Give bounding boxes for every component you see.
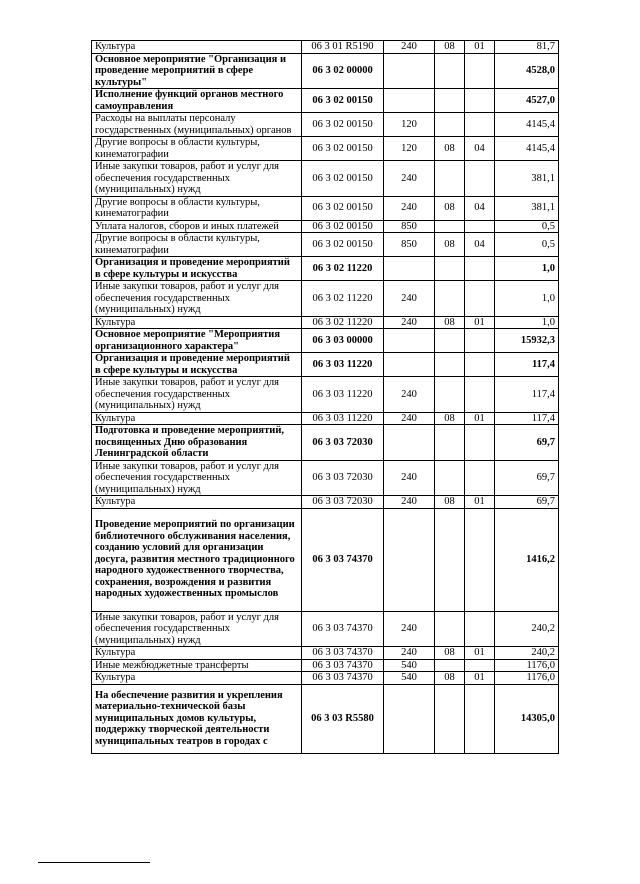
row-name: На обеспечение развития и укрепления материально-технической базы муниципальных домов культуры, поддержку творческой деятельности муниципальных театров в городах с bbox=[92, 684, 302, 753]
table-row bbox=[92, 412, 559, 425]
row-pr-code bbox=[465, 425, 495, 461]
row-csr-code: 06 3 03 R5580 bbox=[302, 684, 384, 753]
table-row bbox=[92, 41, 559, 54]
footnote-separator bbox=[38, 862, 150, 863]
row-pr-code: 04 bbox=[465, 137, 495, 161]
row-sum: 15932,3 bbox=[495, 329, 559, 353]
row-sum: 69,7 bbox=[495, 460, 559, 496]
table-row bbox=[92, 496, 559, 509]
row-vr-code bbox=[384, 684, 435, 753]
table-row bbox=[92, 220, 559, 233]
row-sum: 4528,0 bbox=[495, 53, 559, 89]
row-csr-code: 06 3 02 11220 bbox=[302, 257, 384, 281]
row-name: Основное мероприятие "Организация и проведение мероприятий в сфере культуры" bbox=[92, 53, 302, 89]
row-rz-code bbox=[435, 113, 465, 137]
table-row bbox=[92, 672, 559, 685]
row-rz-code bbox=[435, 89, 465, 113]
row-vr-code: 240 bbox=[384, 412, 435, 425]
row-name: Основное мероприятие "Мероприятия организационного характера" bbox=[92, 329, 302, 353]
row-sum: 0,5 bbox=[495, 220, 559, 233]
row-sum: 4145,4 bbox=[495, 137, 559, 161]
row-name: Исполнение функций органов местного самоуправления bbox=[92, 89, 302, 113]
row-name: Культура bbox=[92, 672, 302, 685]
row-vr-code: 240 bbox=[384, 647, 435, 660]
row-sum: 1176,0 bbox=[495, 659, 559, 672]
table-row bbox=[92, 53, 559, 89]
table-row bbox=[92, 281, 559, 317]
row-vr-code: 240 bbox=[384, 281, 435, 317]
row-pr-code bbox=[465, 257, 495, 281]
row-name: Культура bbox=[92, 647, 302, 660]
row-csr-code: 06 3 03 11220 bbox=[302, 353, 384, 377]
row-vr-code: 240 bbox=[384, 611, 435, 647]
row-name: Культура bbox=[92, 316, 302, 329]
row-csr-code: 06 3 03 72030 bbox=[302, 460, 384, 496]
row-rz-code bbox=[435, 257, 465, 281]
row-pr-code bbox=[465, 508, 495, 611]
row-vr-code bbox=[384, 425, 435, 461]
row-name: Культура bbox=[92, 412, 302, 425]
table-row bbox=[92, 257, 559, 281]
row-sum: 117,4 bbox=[495, 377, 559, 413]
row-sum: 81,7 bbox=[495, 41, 559, 54]
row-rz-code bbox=[435, 281, 465, 317]
row-sum: 4145,4 bbox=[495, 113, 559, 137]
row-name: Расходы на выплаты персоналу государственных (муниципальных) органов bbox=[92, 113, 302, 137]
row-rz-code bbox=[435, 460, 465, 496]
row-pr-code bbox=[465, 161, 495, 197]
row-csr-code: 06 3 02 00150 bbox=[302, 113, 384, 137]
row-sum: 0,5 bbox=[495, 233, 559, 257]
row-csr-code: 06 3 03 11220 bbox=[302, 412, 384, 425]
row-pr-code bbox=[465, 281, 495, 317]
row-vr-code: 240 bbox=[384, 377, 435, 413]
row-rz-code: 08 bbox=[435, 647, 465, 660]
row-name: Иные закупки товаров, работ и услуг для обеспечения государственных (муниципальных) нужд bbox=[92, 161, 302, 197]
row-sum: 1176,0 bbox=[495, 672, 559, 685]
row-vr-code: 240 bbox=[384, 460, 435, 496]
row-sum: 69,7 bbox=[495, 496, 559, 509]
row-pr-code: 04 bbox=[465, 233, 495, 257]
row-sum: 117,4 bbox=[495, 353, 559, 377]
row-rz-code: 08 bbox=[435, 412, 465, 425]
row-vr-code bbox=[384, 257, 435, 281]
row-csr-code: 06 3 03 00000 bbox=[302, 329, 384, 353]
row-csr-code: 06 3 03 74370 bbox=[302, 508, 384, 611]
row-pr-code: 01 bbox=[465, 412, 495, 425]
row-pr-code bbox=[465, 377, 495, 413]
row-csr-code: 06 3 03 74370 bbox=[302, 659, 384, 672]
table-row bbox=[92, 137, 559, 161]
row-vr-code: 240 bbox=[384, 161, 435, 197]
row-pr-code: 01 bbox=[465, 672, 495, 685]
table-row bbox=[92, 425, 559, 461]
row-csr-code: 06 3 03 11220 bbox=[302, 377, 384, 413]
row-vr-code bbox=[384, 89, 435, 113]
row-pr-code bbox=[465, 220, 495, 233]
row-sum: 117,4 bbox=[495, 412, 559, 425]
row-rz-code: 08 bbox=[435, 41, 465, 54]
row-csr-code: 06 3 02 11220 bbox=[302, 281, 384, 317]
row-pr-code bbox=[465, 659, 495, 672]
row-csr-code: 06 3 02 00150 bbox=[302, 233, 384, 257]
row-pr-code bbox=[465, 460, 495, 496]
row-vr-code: 540 bbox=[384, 672, 435, 685]
row-name: Иные межбюджетные трансферты bbox=[92, 659, 302, 672]
table-row bbox=[92, 316, 559, 329]
row-name: Организация и проведение мероприятий в сфере культуры и искусства bbox=[92, 353, 302, 377]
row-vr-code: 850 bbox=[384, 220, 435, 233]
row-name: Культура bbox=[92, 41, 302, 54]
table-row bbox=[92, 89, 559, 113]
row-vr-code: 120 bbox=[384, 137, 435, 161]
row-name: Иные закупки товаров, работ и услуг для обеспечения государственных (муниципальных) нужд bbox=[92, 611, 302, 647]
table-row bbox=[92, 196, 559, 220]
row-pr-code bbox=[465, 329, 495, 353]
row-vr-code bbox=[384, 329, 435, 353]
table-row bbox=[92, 611, 559, 647]
row-name: Другие вопросы в области культуры, кинематографии bbox=[92, 233, 302, 257]
table-row bbox=[92, 161, 559, 197]
row-csr-code: 06 3 03 72030 bbox=[302, 496, 384, 509]
row-vr-code bbox=[384, 53, 435, 89]
row-name: Иные закупки товаров, работ и услуг для обеспечения государственных (муниципальных) нужд bbox=[92, 377, 302, 413]
row-csr-code: 06 3 02 11220 bbox=[302, 316, 384, 329]
row-name: Иные закупки товаров, работ и услуг для обеспечения государственных (муниципальных) нужд bbox=[92, 281, 302, 317]
row-name: Проведение мероприятий по организации библиотечного обслуживания населения, созданию условий для организации досуга, развития местного традиционного народного художественного творчества, сохранения, возрождения и развития народных художественных промыслов bbox=[92, 508, 302, 611]
table-row bbox=[92, 659, 559, 672]
row-rz-code bbox=[435, 377, 465, 413]
table-row bbox=[92, 233, 559, 257]
row-csr-code: 06 3 01 R5190 bbox=[302, 41, 384, 54]
table-row bbox=[92, 647, 559, 660]
row-rz-code bbox=[435, 329, 465, 353]
row-name: Культура bbox=[92, 496, 302, 509]
row-vr-code: 240 bbox=[384, 41, 435, 54]
row-sum: 381,1 bbox=[495, 196, 559, 220]
row-rz-code bbox=[435, 425, 465, 461]
row-csr-code: 06 3 02 00150 bbox=[302, 89, 384, 113]
row-rz-code bbox=[435, 220, 465, 233]
row-name: Организация и проведение мероприятий в сфере культуры и искусства bbox=[92, 257, 302, 281]
row-pr-code bbox=[465, 684, 495, 753]
row-pr-code: 04 bbox=[465, 196, 495, 220]
row-vr-code: 540 bbox=[384, 659, 435, 672]
row-pr-code bbox=[465, 53, 495, 89]
row-vr-code: 240 bbox=[384, 316, 435, 329]
row-rz-code bbox=[435, 684, 465, 753]
row-vr-code: 240 bbox=[384, 496, 435, 509]
row-pr-code bbox=[465, 89, 495, 113]
row-pr-code: 01 bbox=[465, 316, 495, 329]
table-row bbox=[92, 684, 559, 753]
row-sum: 1,0 bbox=[495, 281, 559, 317]
row-csr-code: 06 3 03 74370 bbox=[302, 611, 384, 647]
row-vr-code bbox=[384, 508, 435, 611]
row-vr-code: 240 bbox=[384, 196, 435, 220]
row-sum: 4527,0 bbox=[495, 89, 559, 113]
row-vr-code bbox=[384, 353, 435, 377]
row-pr-code: 01 bbox=[465, 496, 495, 509]
table-row bbox=[92, 460, 559, 496]
row-csr-code: 06 3 02 00150 bbox=[302, 196, 384, 220]
row-name: Иные закупки товаров, работ и услуг для обеспечения государственных (муниципальных) нужд bbox=[92, 460, 302, 496]
row-rz-code bbox=[435, 161, 465, 197]
row-vr-code: 850 bbox=[384, 233, 435, 257]
row-rz-code: 08 bbox=[435, 316, 465, 329]
row-sum: 381,1 bbox=[495, 161, 559, 197]
row-rz-code bbox=[435, 353, 465, 377]
row-sum: 69,7 bbox=[495, 425, 559, 461]
row-pr-code bbox=[465, 353, 495, 377]
row-sum: 1416,2 bbox=[495, 508, 559, 611]
row-sum: 240,2 bbox=[495, 611, 559, 647]
table-row bbox=[92, 508, 559, 611]
row-csr-code: 06 3 02 00150 bbox=[302, 161, 384, 197]
row-csr-code: 06 3 03 74370 bbox=[302, 647, 384, 660]
table-row bbox=[92, 329, 559, 353]
budget-table-body bbox=[92, 41, 559, 754]
row-sum: 14305,0 bbox=[495, 684, 559, 753]
row-pr-code bbox=[465, 611, 495, 647]
row-rz-code: 08 bbox=[435, 196, 465, 220]
row-name: Уплата налогов, сборов и иных платежей bbox=[92, 220, 302, 233]
row-rz-code bbox=[435, 508, 465, 611]
row-vr-code: 120 bbox=[384, 113, 435, 137]
row-csr-code: 06 3 03 74370 bbox=[302, 672, 384, 685]
row-csr-code: 06 3 02 00150 bbox=[302, 220, 384, 233]
row-name: Другие вопросы в области культуры, кинематографии bbox=[92, 137, 302, 161]
row-rz-code bbox=[435, 659, 465, 672]
row-rz-code: 08 bbox=[435, 496, 465, 509]
row-name: Другие вопросы в области культуры, кинематографии bbox=[92, 196, 302, 220]
row-sum: 1,0 bbox=[495, 316, 559, 329]
row-csr-code: 06 3 03 72030 bbox=[302, 425, 384, 461]
row-sum: 240,2 bbox=[495, 647, 559, 660]
row-pr-code bbox=[465, 113, 495, 137]
row-name: Подготовка и проведение мероприятий, посвященных Дню образования Ленинградской области bbox=[92, 425, 302, 461]
row-sum: 1,0 bbox=[495, 257, 559, 281]
budget-table bbox=[91, 40, 559, 754]
table-row bbox=[92, 353, 559, 377]
row-rz-code bbox=[435, 53, 465, 89]
table-row bbox=[92, 377, 559, 413]
table-row bbox=[92, 113, 559, 137]
row-rz-code: 08 bbox=[435, 672, 465, 685]
row-csr-code: 06 3 02 00150 bbox=[302, 137, 384, 161]
row-rz-code: 08 bbox=[435, 233, 465, 257]
row-rz-code: 08 bbox=[435, 137, 465, 161]
row-rz-code bbox=[435, 611, 465, 647]
row-csr-code: 06 3 02 00000 bbox=[302, 53, 384, 89]
row-pr-code: 01 bbox=[465, 41, 495, 54]
row-pr-code: 01 bbox=[465, 647, 495, 660]
